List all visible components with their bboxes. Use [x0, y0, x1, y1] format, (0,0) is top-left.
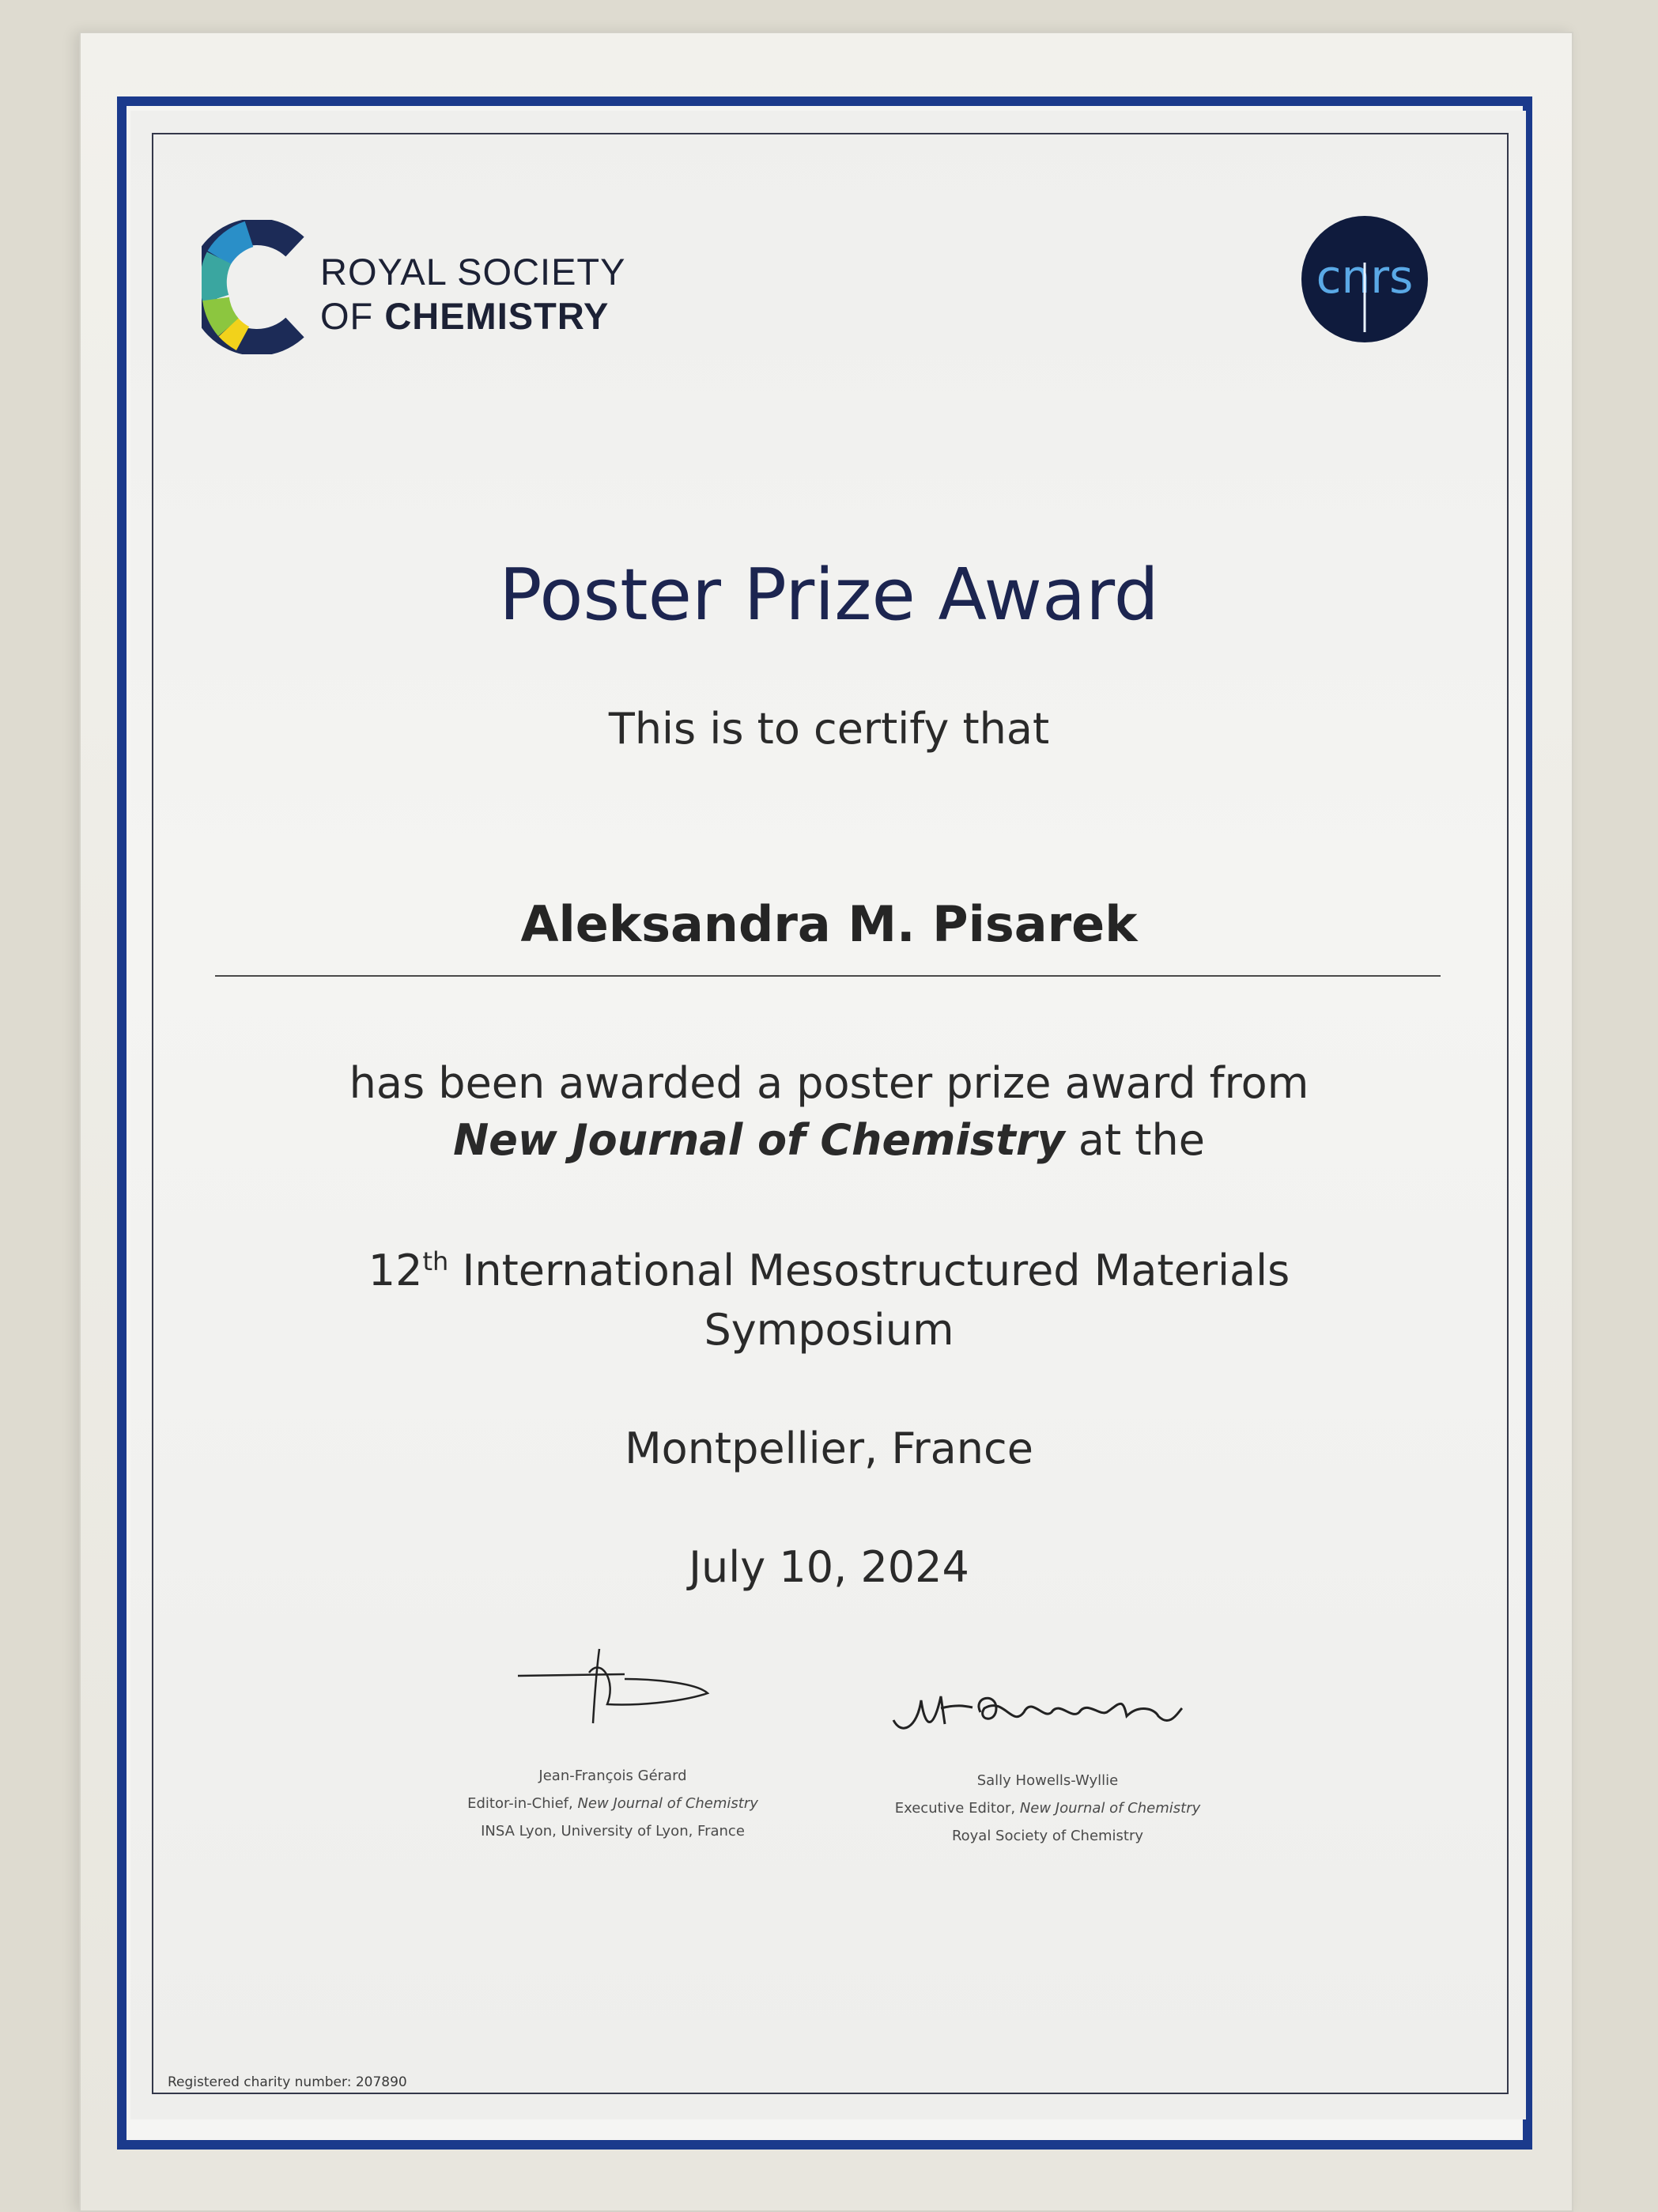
signatory-1-name: Jean-François Gérard: [538, 1768, 687, 1784]
rsc-logo: [202, 220, 676, 354]
event-date: July 10, 2024: [689, 1542, 969, 1592]
signatory-2-affiliation: Royal Society of Chemistry: [951, 1828, 1144, 1844]
signatory-1: [427, 1762, 799, 1845]
name-underline: [215, 975, 1441, 977]
signatory-2-journal: New Journal of Chemistry: [1019, 1800, 1201, 1817]
signatory-1-role: Editor-in-Chief,: [467, 1795, 578, 1812]
at-the-text: at the: [1064, 1115, 1205, 1165]
charity-number: Registered charity number: 207890: [168, 2074, 407, 2090]
signatory-2: [862, 1767, 1233, 1850]
event-name-part1: International Mesostructured Materials: [448, 1246, 1290, 1295]
cnrs-wordmark: cnrs: [1316, 250, 1414, 304]
cnrs-circle-icon: [1299, 214, 1430, 345]
signatory-1-affiliation: INSA Lyon, University of Lyon, France: [481, 1823, 745, 1840]
cnrs-logo: [1299, 214, 1430, 345]
recipient-name: Aleksandra M. Pisarek: [520, 895, 1138, 953]
certify-text: This is to certify that: [608, 704, 1050, 754]
journal-line: [0, 1115, 1658, 1165]
inner-rule-border: [152, 133, 1509, 2094]
event-location: Montpellier, France: [625, 1424, 1033, 1473]
awarded-line: has been awarded a poster prize award from: [349, 1058, 1309, 1108]
signatory-2-role: Executive Editor,: [894, 1800, 1020, 1817]
event-ordinal-number: 12: [368, 1246, 423, 1295]
rsc-line1: ROYAL SOCIETY: [320, 251, 626, 293]
certificate-title: Poster Prize Award: [499, 554, 1159, 637]
event-line-2: Symposium: [704, 1305, 954, 1355]
rsc-line2-prefix: OF: [320, 295, 385, 337]
rsc-wordmark: [320, 250, 625, 338]
signatory-1-journal: New Journal of Chemistry: [577, 1795, 758, 1812]
event-ordinal-suffix: th: [422, 1246, 449, 1276]
signature-1-icon: [514, 1641, 719, 1728]
signatory-2-name: Sally Howells-Wyllie: [976, 1772, 1119, 1789]
signature-2-icon: [886, 1673, 1202, 1744]
rsc-line2-bold: CHEMISTRY: [384, 295, 610, 337]
event-line-1: [0, 1246, 1658, 1295]
rsc-c-mark-icon: [202, 220, 312, 354]
journal-name: New Journal of Chemistry: [453, 1115, 1065, 1165]
